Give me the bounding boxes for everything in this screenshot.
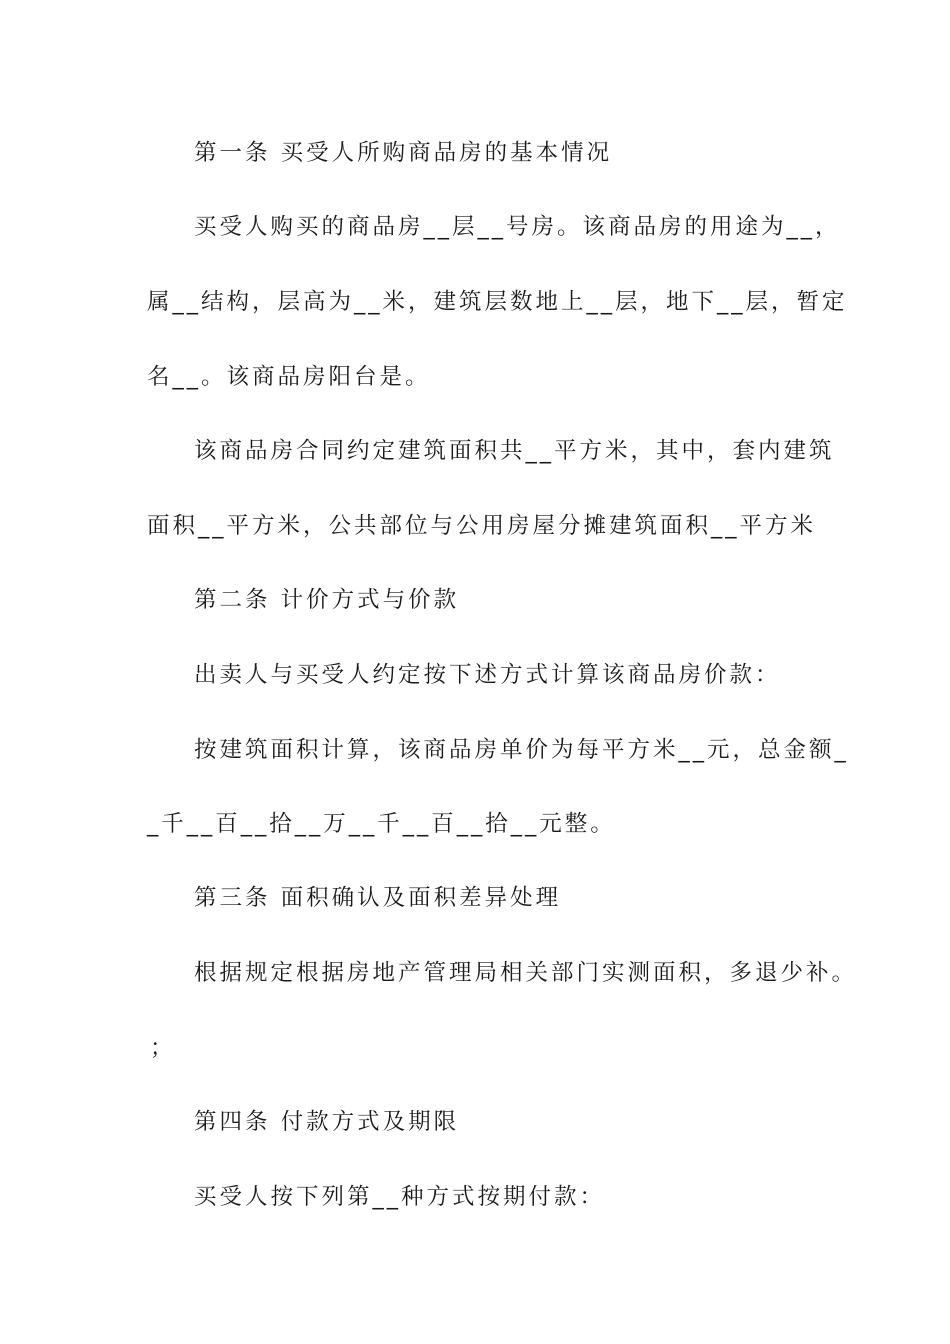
paragraph-line: 面积__平方米，公共部位与公用房屋分摊建筑面积__平方米 (147, 513, 817, 539)
paragraph-line: 根据规定根据房地产管理局相关部门实测面积，多退少补。 (194, 960, 858, 986)
paragraph-line: 买受人按下列第__种方式按期付款： (194, 1184, 606, 1210)
paragraph-line: 该商品房合同约定建筑面积共__平方米，其中，套内建筑 (194, 438, 835, 464)
article-2-heading: 第二条 计价方式与价款 (194, 587, 460, 613)
semicolon-line: ； (150, 1035, 176, 1061)
paragraph-line: 买受人购买的商品房__层__号房。该商品房的用途为__， (194, 214, 841, 240)
article-1-heading: 第一条 买受人所购商品房的基本情况 (194, 140, 613, 166)
paragraph-line: 按建筑面积计算，该商品房单价为每平方米__元，总金额_ (194, 737, 849, 763)
article-3-heading: 第三条 面积确认及面积差异处理 (194, 885, 562, 911)
article-4-heading: 第四条 付款方式及期限 (194, 1109, 460, 1135)
paragraph-line: 出卖人与买受人约定按下述方式计算该商品房价款： (194, 662, 781, 688)
paragraph-line: 属__结构，层高为__米，建筑层数地上__层，地下__层，暂定 (147, 289, 848, 315)
paragraph-line: 名__。该商品房阳台是。 (147, 364, 431, 390)
paragraph-line: _千__百__拾__万__千__百__拾__元整。 (147, 811, 616, 837)
